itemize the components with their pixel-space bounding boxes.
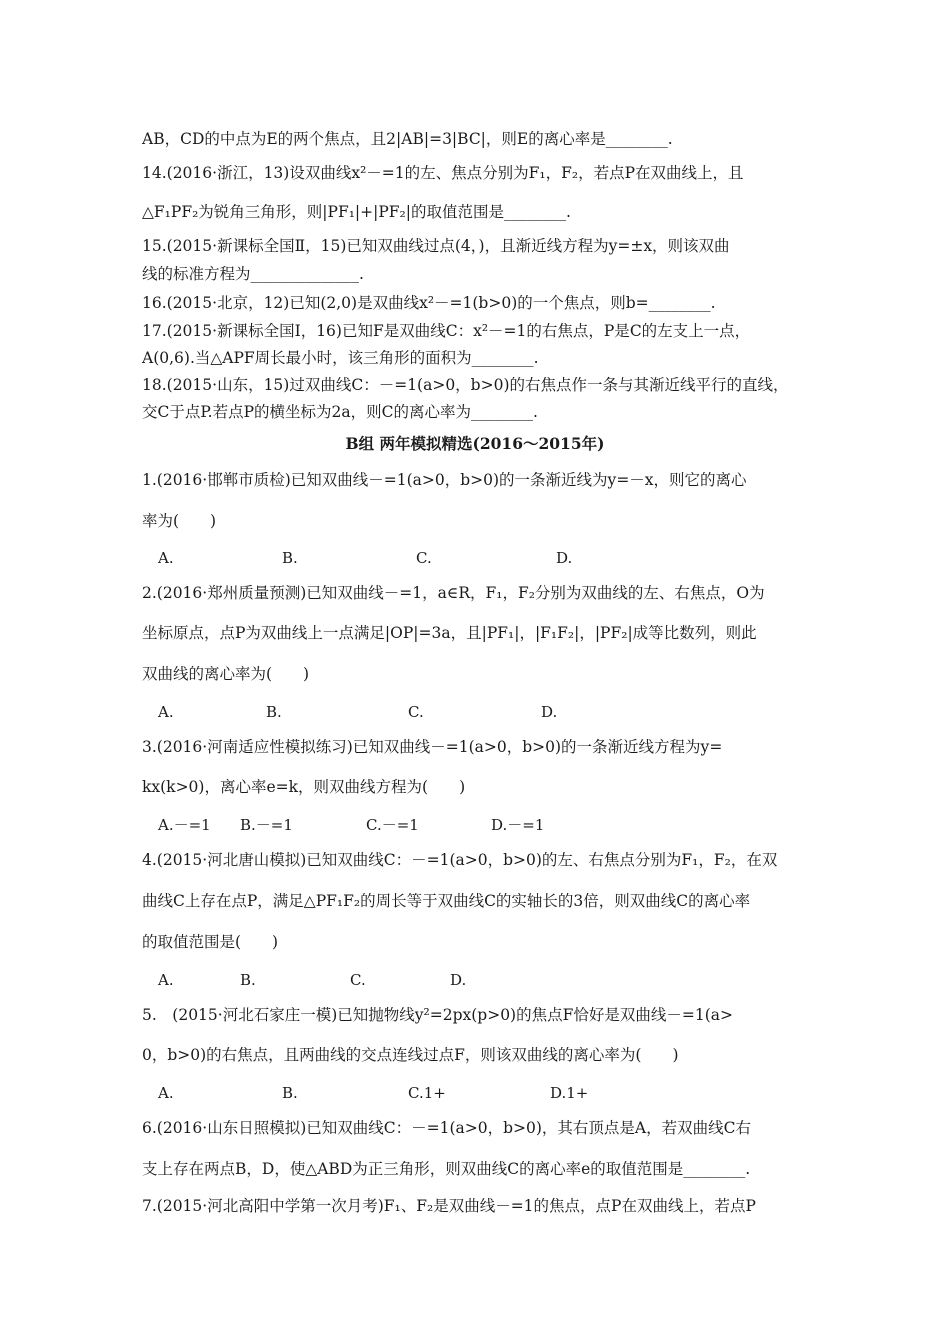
text-line: 0，b>0)的右焦点，且两曲线的交点连线过点F，则该双曲线的离心率为( ) [142,1046,679,1064]
question-17: 17.(2015·新课标全国Ⅰ，16)已知F是双曲线C：x²－=1的右焦点，P是C的左支上一点， [142,322,751,340]
question-2: 2.(2016·郑州质量预测)已知双曲线－=1，a∈R，F₁，F₂分别为双曲线的左、右焦点，O为 [142,584,765,602]
option-b: B. [266,703,282,721]
text-line: 双曲线的离心率为( ) [142,665,310,683]
section-heading: B组 两年模拟精选(2016～2015年) [345,434,605,453]
option-c: C. [416,549,432,567]
question-5: 5. (2015·河北石家庄一模)已知抛物线y²=2px(p>0)的焦点F恰好是双曲线－=1(a> [142,1006,733,1024]
question-15: 15.(2015·新课标全国Ⅱ，15)已知双曲线过点(4，)，且渐近线方程为y=±x，则该双曲 [142,237,730,255]
option-b: B. [282,549,298,567]
text-line: AB，CD的中点为E的两个焦点，且2|AB|=3|BC|，则E的离心率是________. [142,130,673,148]
question-14: 14.(2016·浙江，13)设双曲线x²－=1的左、焦点分别为F₁，F₂，若点P在双曲线上，且 [142,164,744,182]
option-a: A. [158,703,174,721]
text-line: 坐标原点，点P为双曲线上一点满足|OP|=3a，且|PF₁|，|F₁F₂|，|PF₂|成等比数列，则此 [142,624,757,642]
question-18: 18.(2015·山东，15)过双曲线C：－=1(a>0，b>0)的右焦点作一条与其渐近线平行的直线， [142,376,789,394]
question-7: 7.(2015·河北高阳中学第一次月考)F₁、F₂是双曲线－=1的焦点，点P在双曲线上，若点P [142,1197,756,1215]
option-a: A.－=1 [158,816,211,834]
option-c: C. [408,703,424,721]
text-line: 支上存在两点B，D，使△ABD为正三角形，则双曲线C的离心率e的取值范围是________. [142,1160,751,1178]
text-line: 交C于点P.若点P的横坐标为2a，则C的离心率为________. [142,403,538,421]
question-1: 1.(2016·邯郸市质检)已知双曲线－=1(a>0，b>0)的一条渐近线为y=－x，则它的离心 [142,471,747,489]
option-d: D.－=1 [491,816,545,834]
option-c: C.－=1 [366,816,419,834]
option-d: D. [541,703,558,721]
option-a: A. [158,549,174,567]
option-c: C. [350,971,366,989]
text-line: △F₁PF₂为锐角三角形，则|PF₁|+|PF₂|的取值范围是________. [142,203,571,221]
question-4: 4.(2015·河北唐山模拟)已知双曲线C：－=1(a>0，b>0)的左、右焦点分别为F₁，F₂，在双 [142,851,778,869]
text-line: 曲线C上存在点P，满足△PF₁F₂的周长等于双曲线C的实轴长的3倍，则双曲线C的离心率 [142,892,751,910]
option-a: A. [158,1084,174,1102]
text-line: 的取值范围是( ) [142,933,279,951]
option-b: B.－=1 [240,816,293,834]
option-b: B. [282,1084,298,1102]
text-line: 率为( ) [142,512,217,530]
option-d: D. [556,549,573,567]
question-3: 3.(2016·河南适应性模拟练习)已知双曲线－=1(a>0，b>0)的一条渐近线方程为y= [142,738,723,756]
option-a: A. [158,971,174,989]
text-line: A(0,6).当△APF周长最小时，该三角形的面积为________. [142,349,539,367]
text-line: kx(k>0)，离心率e=k，则双曲线方程为( ) [142,778,466,796]
question-6: 6.(2016·山东日照模拟)已知双曲线C：－=1(a>0，b>0)，其右顶点是A，若双曲线C右 [142,1119,751,1137]
option-d: D. [450,971,467,989]
text-line: 线的标准方程为______________. [142,265,364,283]
option-c: C.1+ [408,1084,446,1102]
option-b: B. [240,971,256,989]
question-16: 16.(2015·北京，12)已知(2,0)是双曲线x²－=1(b>0)的一个焦点，则b=________. [142,294,716,312]
option-d: D.1+ [550,1084,589,1102]
